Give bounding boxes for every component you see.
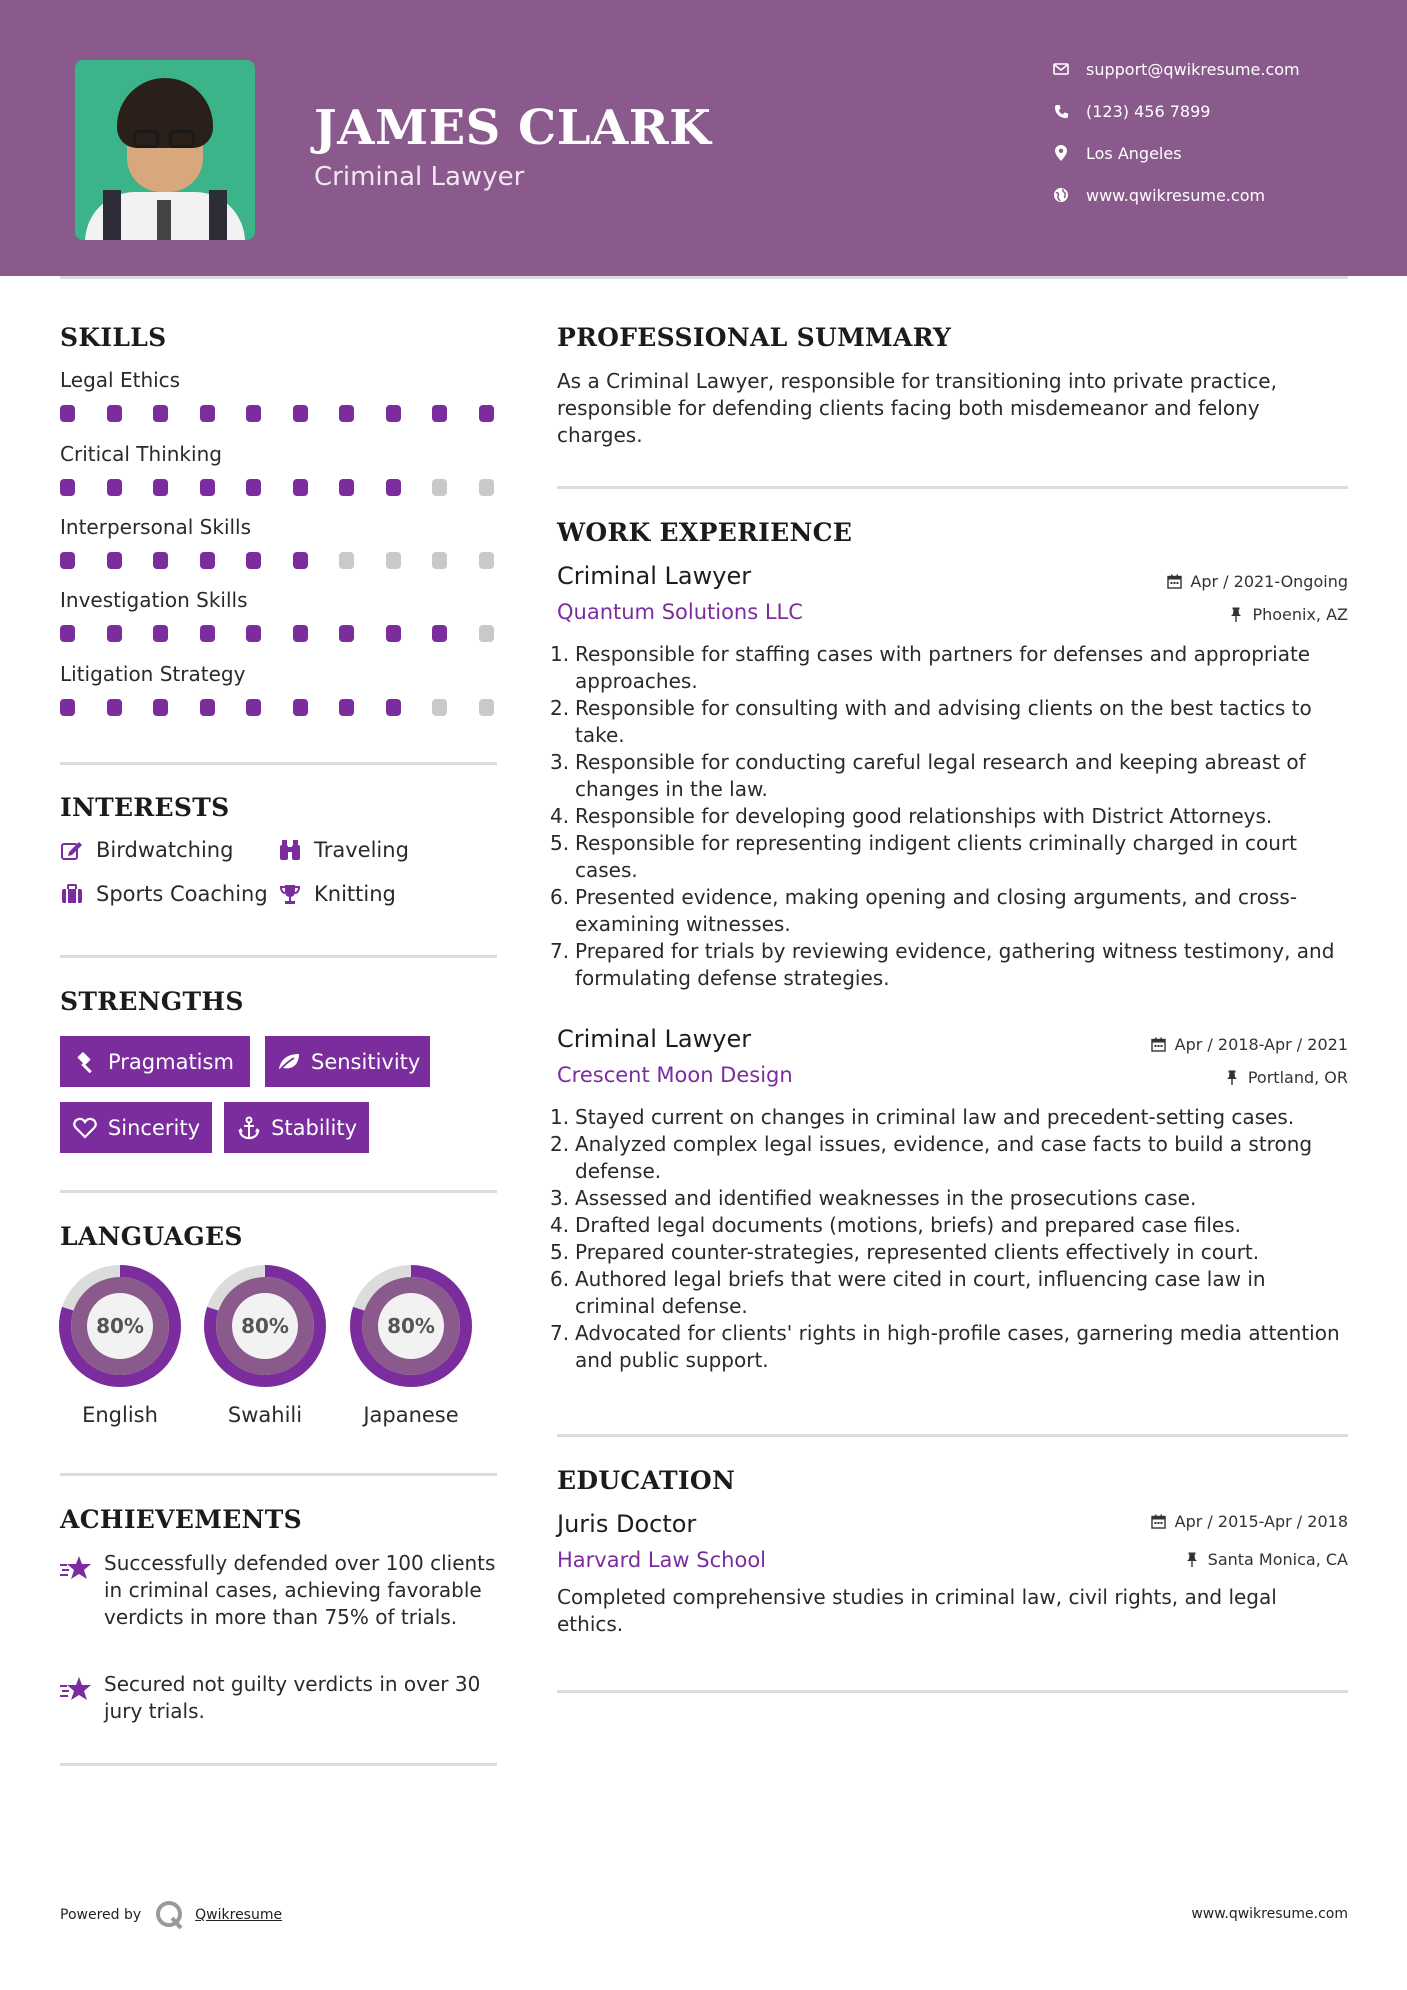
interest-item: Sports Coaching [60, 882, 268, 906]
leaf-icon [277, 1049, 301, 1075]
responsibility-item: 4. Responsible for developing good relationships with District Attorneys. [550, 804, 1273, 828]
language-ring [350, 1265, 472, 1387]
pushpin-icon [1224, 1070, 1240, 1086]
responsibility-item: 3. Assessed and identified weaknesses in the prosecutions case. [550, 1186, 1197, 1210]
interest-item: Traveling [278, 838, 409, 862]
skill-dot-filled [153, 405, 168, 422]
strength-tag: Pragmatism [60, 1036, 250, 1087]
section-divider [60, 762, 497, 765]
languages-title: LANGUAGES [60, 1222, 243, 1251]
skill-dot-empty [479, 479, 494, 496]
job-responsibilities [550, 641, 1350, 992]
skill-dot-filled [246, 625, 261, 642]
education-dates: Apr / 2015-Apr / 2018 [1151, 1512, 1348, 1531]
briefcase-icon [60, 882, 84, 906]
skill-dot-empty [479, 552, 494, 569]
heart-icon [72, 1115, 98, 1141]
job-title: Criminal Lawyer [557, 1025, 752, 1053]
footer-url[interactable]: www.qwikresume.com [1191, 1906, 1348, 1922]
skill-dot-filled [432, 405, 447, 422]
responsibility-item: 2. Responsible for consulting with and advising clients on the best tactics to take. [550, 696, 1312, 747]
responsibility-item: 5. Responsible for representing indigent clients criminally charged in court cases. [550, 831, 1298, 882]
skill-dot-filled [479, 405, 494, 422]
skill-dot-empty [386, 552, 401, 569]
resume-header [0, 0, 1407, 276]
calendar-icon [1151, 1514, 1167, 1530]
strength-tag: Sensitivity [265, 1036, 430, 1087]
skill-label: Interpersonal Skills [60, 515, 252, 539]
language-percent: 80% [387, 1314, 435, 1338]
skill-rating [60, 405, 500, 425]
responsibility-item: 6. Authored legal briefs that were cited in court, influencing case law in criminal defense. [550, 1267, 1266, 1318]
contact-phone[interactable]: (123) 456 7899 [1050, 96, 1390, 126]
language-label: Swahili [227, 1403, 303, 1427]
skill-dot-filled [107, 699, 122, 716]
skill-dot-filled [386, 699, 401, 716]
summary-title: PROFESSIONAL SUMMARY [557, 323, 952, 352]
skill-dot-filled [107, 552, 122, 569]
pushpin-icon [1228, 607, 1244, 623]
language-ring [204, 1265, 326, 1387]
section-divider [60, 1473, 497, 1476]
envelope-icon [1050, 58, 1072, 80]
skill-dot-empty [339, 552, 354, 569]
skill-dot-empty [432, 479, 447, 496]
skill-label: Litigation Strategy [60, 662, 246, 686]
job-location: Phoenix, AZ [1228, 605, 1348, 624]
profile-photo [75, 60, 255, 240]
skill-dot-filled [293, 479, 308, 496]
skill-dot-filled [246, 405, 261, 422]
skill-dot-filled [107, 405, 122, 422]
header-divider [60, 276, 1348, 279]
star-icon [60, 1554, 92, 1582]
map-pin-icon [1050, 142, 1072, 164]
candidate-name: JAMES CLARK [314, 100, 712, 156]
strength-tag: Sincerity [60, 1102, 212, 1153]
language-label: English [82, 1403, 158, 1427]
edit-icon [60, 838, 84, 862]
skill-rating [60, 479, 500, 499]
anchor-icon [236, 1115, 261, 1141]
skill-rating [60, 552, 500, 572]
skill-dot-filled [200, 699, 215, 716]
skill-label: Critical Thinking [60, 442, 222, 466]
section-divider [557, 486, 1348, 489]
calendar-icon [1151, 1037, 1167, 1053]
interests-title: INTERESTS [60, 793, 230, 822]
degree-title: Juris Doctor [557, 1510, 697, 1538]
skill-dot-filled [153, 699, 168, 716]
responsibility-item: 7. Prepared for trials by reviewing evidence, gathering witness testimony, and formulating defense strategies. [550, 939, 1335, 990]
education-description: Completed comprehensive studies in criminal law, civil rights, and legal ethics. [557, 1585, 1277, 1636]
company-name: Crescent Moon Design [557, 1063, 793, 1087]
skill-dot-filled [200, 479, 215, 496]
star-icon [60, 1675, 92, 1703]
candidate-role: Criminal Lawyer [314, 162, 525, 192]
section-divider [60, 1763, 497, 1766]
skill-dot-filled [153, 552, 168, 569]
job-dates: Apr / 2018-Apr / 2021 [1151, 1035, 1348, 1054]
responsibility-item: 2. Analyzed complex legal issues, evidence, and case facts to build a strong defense. [550, 1132, 1313, 1183]
contact-location: Los Angeles [1050, 138, 1390, 168]
language-ring [59, 1265, 181, 1387]
strength-tag: Stability [224, 1102, 369, 1153]
skill-dot-filled [200, 405, 215, 422]
work-title: WORK EXPERIENCE [557, 518, 853, 547]
school-name: Harvard Law School [557, 1548, 766, 1572]
job-dates: Apr / 2021-Ongoing [1166, 572, 1348, 591]
calendar-icon [1166, 574, 1182, 590]
skill-dot-filled [339, 479, 354, 496]
skill-dot-empty [479, 699, 494, 716]
section-divider [557, 1690, 1348, 1693]
skill-dot-filled [386, 479, 401, 496]
trophy-icon [278, 882, 302, 906]
achievements-title: ACHIEVEMENTS [60, 1505, 302, 1534]
skill-dot-filled [60, 552, 75, 569]
skill-dot-filled [60, 625, 75, 642]
skill-dot-filled [200, 625, 215, 642]
job-title: Criminal Lawyer [557, 562, 752, 590]
skill-rating [60, 699, 500, 719]
skill-dot-filled [246, 699, 261, 716]
skill-rating [60, 625, 500, 645]
skill-label: Legal Ethics [60, 368, 181, 392]
responsibility-item: 3. Responsible for conducting careful legal research and keeping abreast of changes in the law. [550, 750, 1306, 801]
contact-website[interactable]: www.qwikresume.com [1050, 180, 1390, 210]
language-label: Japanese [363, 1403, 459, 1427]
job-responsibilities [550, 1104, 1350, 1374]
skill-dot-empty [479, 625, 494, 642]
globe-icon [1050, 184, 1072, 206]
footer-powered-by: Powered by Qwikresume [60, 1900, 282, 1930]
skill-dot-filled [246, 552, 261, 569]
responsibility-item: 6. Presented evidence, making opening and closing arguments, and cross-examining witnesses. [550, 885, 1298, 936]
education-location: Santa Monica, CA [1184, 1550, 1348, 1569]
language-percent: 80% [96, 1314, 144, 1338]
qwikresume-link[interactable]: Qwikresume [195, 1907, 283, 1923]
skill-dot-filled [60, 479, 75, 496]
skill-dot-filled [200, 552, 215, 569]
skill-dot-filled [246, 479, 261, 496]
strengths-title: STRENGTHS [60, 987, 244, 1016]
skill-dot-filled [293, 552, 308, 569]
skill-dot-filled [386, 405, 401, 422]
skills-title: SKILLS [60, 323, 167, 352]
gavel-icon [72, 1049, 98, 1075]
skill-dot-filled [339, 699, 354, 716]
skill-label: Investigation Skills [60, 588, 248, 612]
skill-dot-filled [60, 699, 75, 716]
skill-dot-empty [432, 699, 447, 716]
skill-dot-filled [107, 625, 122, 642]
language-percent: 80% [241, 1314, 289, 1338]
pushpin-icon [1184, 1552, 1200, 1568]
summary-text: As a Criminal Lawyer, responsible for transitioning into private practice, responsible for defending clients facing both misdemeanor and felony charges. [557, 369, 1277, 447]
qwikresume-logo-icon [155, 1900, 185, 1930]
skill-dot-filled [339, 625, 354, 642]
skill-dot-filled [107, 479, 122, 496]
skill-dot-filled [339, 405, 354, 422]
responsibility-item: 1. Stayed current on changes in criminal law and precedent-setting cases. [550, 1105, 1295, 1129]
phone-icon [1050, 100, 1072, 122]
section-divider [60, 955, 497, 958]
interest-item: Knitting [278, 882, 396, 906]
contact-email[interactable]: support@qwikresume.com [1050, 54, 1390, 84]
responsibility-item: 7. Advocated for clients' rights in high-profile cases, garnering media attention and public support. [550, 1321, 1340, 1372]
skill-dot-filled [153, 479, 168, 496]
skill-dot-filled [153, 625, 168, 642]
interest-item: Birdwatching [60, 838, 233, 862]
responsibility-item: 5. Prepared counter-strategies, represented clients effectively in court. [550, 1240, 1260, 1264]
education-title: EDUCATION [557, 1466, 736, 1495]
responsibility-item: 1. Responsible for staffing cases with partners for defenses and appropriate approaches. [550, 642, 1311, 693]
company-name: Quantum Solutions LLC [557, 600, 803, 624]
skill-dot-filled [60, 405, 75, 422]
job-location: Portland, OR [1224, 1068, 1348, 1087]
skill-dot-filled [293, 699, 308, 716]
binoculars-icon [278, 838, 302, 862]
skill-dot-filled [386, 625, 401, 642]
responsibility-item: 4. Drafted legal documents (motions, briefs) and prepared case files. [550, 1213, 1241, 1237]
section-divider [557, 1434, 1348, 1437]
skill-dot-filled [293, 405, 308, 422]
section-divider [60, 1190, 497, 1193]
skill-dot-filled [432, 625, 447, 642]
skill-dot-filled [293, 625, 308, 642]
skill-dot-empty [432, 552, 447, 569]
